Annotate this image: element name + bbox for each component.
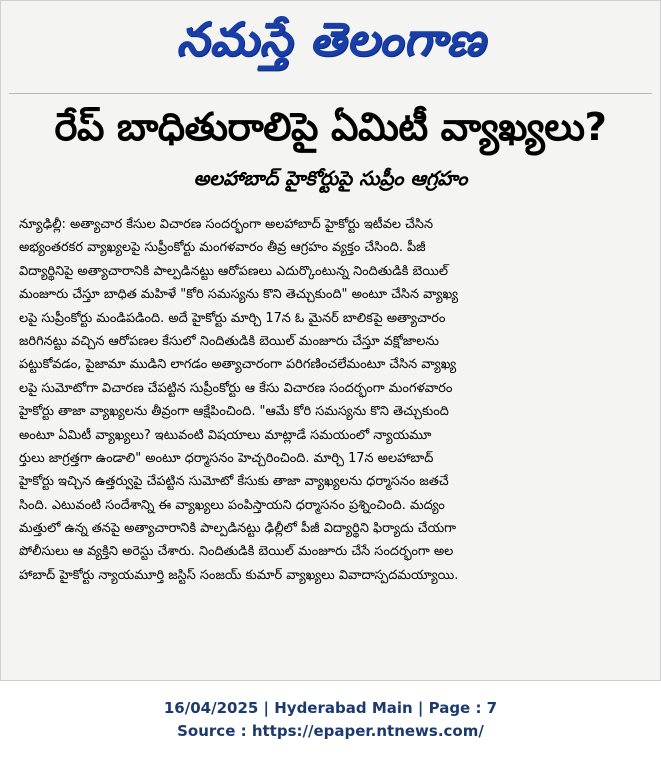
article-body-line: పోలీసులు ఆ వ్యక్తిని అరెస్టు చేశారు. నిందితుడికి బెయిల్ మంజూరు చేసే సందర్భంగా అల <box>19 544 454 560</box>
article-body-line: ర్తులు జాగ్రత్తగా ఉండాలి" అంటూ ధర్మాసనం హెచ్చరించింది. మార్చి 17న అలహాబాద్ <box>19 450 434 466</box>
article-body-line: హైకోర్టు ఇచ్చిన ఉత్తర్వుపై చేపట్టిన సుమోటో కేసుకు తాజా వ్యాఖ్యలను ధర్మాసనం జతచే <box>19 474 449 490</box>
article-body-line: న్యూఢిల్లీ: అత్యాచార కేసుల విచారణ సందర్భంగా అలహాబాద్ హైకోర్టు ఇటీవల చేసిన <box>19 217 434 232</box>
article-body-line: సింది. ఎటువంటి సందేశాన్ని ఈ వ్యాఖ్యలు పంపిస్తాయని ధర్మాసనం ప్రశ్నించింది. మద్యం <box>19 497 445 513</box>
masthead-title: నమస్తే తెలంగాణ <box>176 12 486 66</box>
article-headline: రేప్ బాధితురాలిపై ఏమిటీ వ్యాఖ్యలు? <box>54 105 607 150</box>
footer-meta: 16/04/2025 | Hyderabad Main | Page : 7 <box>163 699 498 717</box>
article-body-line: జరిగినట్టు వచ్చిన ఆరోపణల కేసులో నిందితుడికి బెయిల్ మంజూరు చేస్తూ వక్షోజాలను <box>19 333 439 349</box>
newspaper-masthead-logo <box>101 5 561 85</box>
article-body-line: మంజూరు చేస్తూ బాధిత మహిళే "కోరి సమస్యను కొని తెచ్చుకుంది" అంటూ చేసిన వ్యాఖ్య <box>19 287 458 303</box>
article-body-line: లపై సుమోటోగా విచారణ చేపట్టిన సుప్రీంకోర్టు ఆ కేసు విచారణ సందర్భంగా మంగళవారం <box>19 380 453 396</box>
article-body-line: అంటూ ఏమిటీ వ్యాఖ్యలు? ఇటువంటి విషయాలు మాట్లాడే సమయంలో న్యాయమూ <box>19 427 432 443</box>
article-body <box>19 213 649 587</box>
footer-source: Source : https://epaper.ntnews.com/ <box>177 722 484 740</box>
article-subheadline: అలహాబాద్ హైకోర్టుపై సుప్రీం ఆగ్రహం <box>193 167 468 190</box>
article-body-line: పట్టుకోవడం, పైజామా ముడిని లాగడం అత్యాచారంగా పరిగణించలేమంటూ చేసిన వ్యాఖ్య <box>19 357 457 373</box>
article-body-line: మత్తులో ఉన్న తనపై అత్యాచారానికి పాల్పడినట్టు ఢిల్లీలో పీజీ విద్యార్థిని ఫిర్యాదు చేయగా <box>19 521 457 537</box>
article-body-line: లపై సుప్రీంకోర్టు మండిపడింది. అదే హైకోర్టు మార్చి 17న ఓ మైనర్ బాలికపై అత్యాచారం <box>19 310 446 326</box>
article-body-line: విద్యార్థినిపై అత్యాచారానికి పాల్పడినట్టు ఆరోపణలు ఎదుర్కొంటున్న నిందితుడికి బెయిల్ <box>19 263 449 279</box>
article-body-line: హైకోర్టు తాజా వ్యాఖ్యలను తీవ్రంగా ఆక్షేపించింది. "ఆమే కోరి సమస్యను కొని తెచ్చుకుంది <box>19 404 449 420</box>
article-body-line: అభ్యంతరకర వ్యాఖ్యలపై సుప్రీంకోర్టు మంగళవారం తీవ్ర ఆగ్రహం వ్యక్తం చేసింది. పీజీ <box>19 240 426 256</box>
article-body-line: హాబాద్ హైకోర్టు న్యాయమూర్తి జస్టిస్ సంజయ్ కుమార్ వ్యాఖ్యలు వివాదాస్పదమయ్యాయి. <box>19 567 459 583</box>
masthead-divider <box>9 93 652 94</box>
